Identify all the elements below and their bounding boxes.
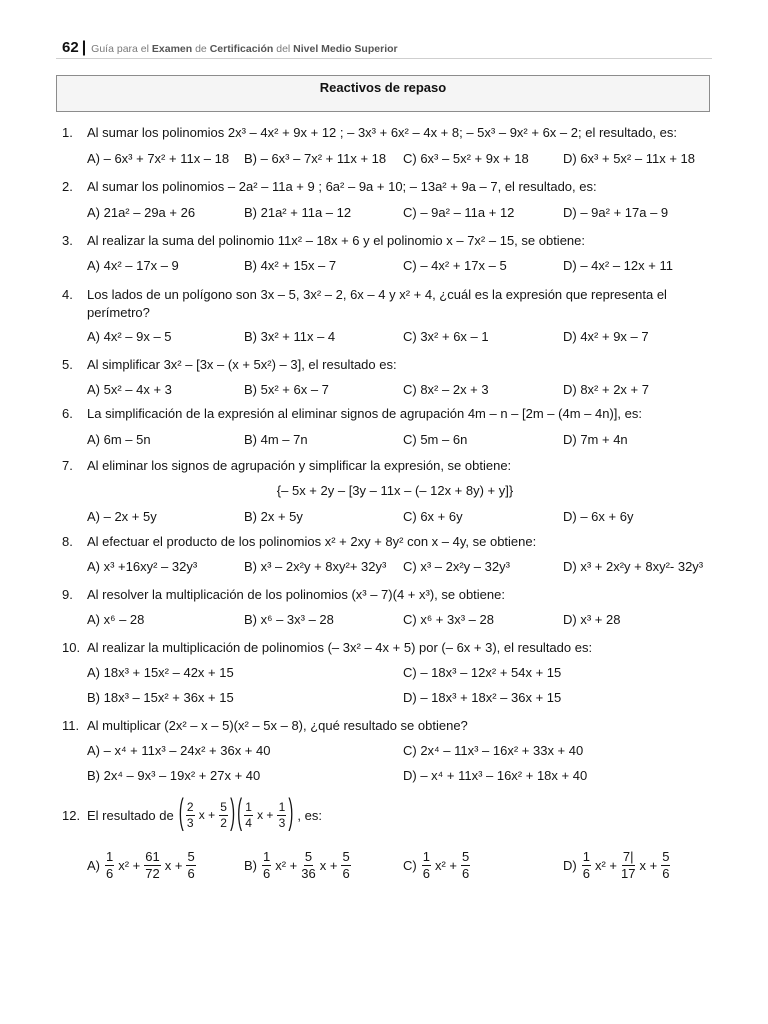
option-a: A) x⁶ – 28	[87, 612, 145, 627]
option-b: B) 4m – 7n	[244, 432, 308, 447]
option-c: C) 6x³ – 5x² + 9x + 18	[403, 151, 529, 166]
denominator: 6	[662, 865, 670, 881]
question-stem-row	[62, 792, 322, 834]
denominator: 72	[145, 865, 160, 881]
section-title: Reactivos de repaso	[319, 80, 447, 95]
term: x² +	[118, 857, 141, 873]
denominator: 2	[220, 815, 227, 830]
option-c: C) 3x² + 6x – 1	[403, 329, 489, 344]
open-paren: (	[178, 792, 184, 834]
header-title-part: Nivel Medio Superior	[293, 43, 398, 55]
option-d: D) 7m + 4n	[563, 432, 628, 447]
question-stem: Al efectuar el producto de los polinomios x² + 2xy + 8y² con x – 4y, se obtiene:	[87, 534, 537, 549]
question-stem: Al realizar la suma del polinomio 11x² – 18x + 6 y el polinomio x – 7x² – 15, se obtiene:	[87, 233, 585, 248]
numerator: 1	[422, 848, 430, 864]
term: x +	[198, 808, 216, 822]
option-b: B) x⁶ – 3x³ – 28	[244, 612, 334, 627]
option-a: A) 6m – 5n	[87, 432, 151, 447]
option-a: A) – x⁴ + 11x³ – 24x² + 36x + 40	[87, 743, 271, 758]
option-d: D) x³ + 2x²y + 8xy²- 32y³	[563, 559, 704, 574]
term: x² +	[594, 857, 617, 873]
option-d: D) 6x³ + 5x² – 11x + 18	[563, 151, 695, 166]
close-paren: )	[288, 792, 294, 834]
denominator: 6	[462, 865, 470, 881]
option-a: A) x³ +16xy² – 32y³	[87, 559, 198, 574]
close-paren: )	[230, 792, 236, 834]
question-number: 10.	[62, 640, 81, 655]
header-divider	[56, 58, 712, 59]
question-expression: {– 5x + 2y – [3y – 11x – (– 12x + 8y) + y]}	[276, 483, 514, 498]
option-c	[403, 847, 471, 883]
numerator: 5	[304, 848, 313, 864]
question-number: 12.	[62, 807, 81, 823]
option-d: D) – 4x² – 12x + 11	[563, 258, 673, 273]
fraction	[144, 850, 160, 881]
fraction	[301, 850, 315, 881]
header-title-part: Certificación	[209, 43, 274, 55]
option-c: C) x⁶ + 3x³ – 28	[403, 612, 494, 627]
option-d: D) 4x² + 9x – 7	[563, 329, 649, 344]
numerator: 5	[342, 848, 350, 864]
option-c: C) – 9a² – 11a + 12	[403, 205, 515, 220]
fraction	[262, 850, 271, 881]
question-number: 1.	[62, 125, 73, 140]
denominator: 6	[582, 865, 590, 881]
question-stem: Los lados de un polígono son 3x – 5, 3x² – 2, 6x – 4 y x² + 4, ¿cuál es la expresión que representa el	[87, 287, 667, 302]
option-b: B) 4x² + 15x – 7	[244, 258, 337, 273]
option-a: A) 4x² – 17x – 9	[87, 258, 179, 273]
numerator: 7|	[622, 848, 634, 864]
option-b: B) 5x² + 6x – 7	[244, 382, 329, 397]
question-number: 2.	[62, 179, 73, 194]
term: x +	[319, 857, 338, 873]
question-stem: Al simplificar 3x² – [3x – (x + 5x²) – 3], el resultado es:	[87, 357, 397, 372]
fraction	[277, 801, 286, 830]
option-d: D) – 6x + 6y	[563, 509, 634, 524]
fraction	[461, 850, 470, 881]
numerator: 5	[220, 799, 227, 814]
numerator: 61	[145, 848, 160, 864]
question-number: 7.	[62, 458, 73, 473]
fraction	[582, 850, 591, 881]
option-d: D) x³ + 28	[563, 612, 621, 627]
denominator: 3	[278, 815, 286, 830]
question-number: 9.	[62, 587, 73, 602]
question-stem: La simplificación de la expresión al eliminar signos de agrupación 4m – n – [2m – (4m – 4n)], es:	[87, 406, 642, 421]
term: x +	[639, 857, 658, 873]
numerator: 5	[462, 848, 470, 864]
question-stem-suffix: , es:	[297, 807, 322, 823]
option-a: A) 5x² – 4x + 3	[87, 382, 172, 397]
header-title-part: Examen	[151, 43, 193, 55]
option-c: C) 5m – 6n	[403, 432, 468, 447]
fraction	[244, 801, 253, 830]
option-label: A)	[87, 857, 100, 873]
denominator: 6	[106, 865, 114, 881]
option-b: B) x³ – 2x²y + 8xy²+ 32y³	[244, 559, 387, 574]
numerator: 5	[187, 848, 195, 864]
option-b: B) 18x³ – 15x² + 36x + 15	[87, 690, 234, 705]
header-title-part: del	[276, 43, 291, 55]
numerator: 1	[245, 799, 252, 814]
fraction	[105, 850, 114, 881]
question-stem: Al resolver la multiplicación de los polinomios (x³ – 7)(4 + x³), se obtiene:	[87, 587, 505, 602]
option-c: C) 8x² – 2x + 3	[403, 382, 489, 397]
denominator: 3	[186, 815, 194, 830]
section-title-box	[56, 75, 710, 112]
option-label: B)	[244, 857, 257, 873]
question-stem-continued: perímetro?	[87, 305, 150, 320]
option-b: B) 2x + 5y	[244, 509, 303, 524]
header-separator: |	[81, 39, 87, 56]
fraction	[341, 850, 350, 881]
option-d	[563, 847, 671, 883]
denominator: 17	[621, 865, 636, 881]
fraction	[621, 850, 635, 881]
option-b: B) 3x² + 11x – 4	[244, 329, 336, 344]
question-stem-prefix: El resultado de	[87, 807, 174, 823]
numerator: 1	[106, 848, 114, 864]
option-b	[244, 847, 352, 883]
question-number: 8.	[62, 534, 73, 549]
denominator: 6	[187, 865, 195, 881]
term: x² +	[275, 857, 298, 873]
numerator: 2	[186, 799, 194, 814]
option-c: C) x³ – 2x²y – 32y³	[403, 559, 510, 574]
question-stem: Al multiplicar (2x² – x – 5)(x² – 5x – 8), ¿qué resultado se obtiene?	[87, 718, 468, 733]
option-a	[87, 847, 197, 883]
open-paren: (	[237, 792, 243, 834]
numerator: 1	[278, 799, 286, 814]
option-a: A) 21a² – 29a + 26	[87, 205, 196, 220]
denominator: 36	[301, 865, 316, 881]
term: x² +	[434, 857, 457, 873]
denominator: 4	[245, 815, 252, 830]
fraction	[661, 850, 670, 881]
header-title-part: Guía	[91, 43, 114, 55]
header-title	[91, 43, 397, 55]
option-c: C) – 4x² + 17x – 5	[403, 258, 507, 273]
fraction	[422, 850, 431, 881]
option-d: D) – 9a² + 17a – 9	[563, 205, 669, 220]
option-a: A) 18x³ + 15x² – 42x + 15	[87, 665, 234, 680]
option-b: B) 2x⁴ – 9x³ – 19x² + 27x + 40	[87, 768, 261, 783]
question-number: 11.	[62, 718, 80, 733]
option-c: C) – 18x³ – 12x² + 54x + 15	[403, 665, 562, 680]
question-number: 3.	[62, 233, 73, 248]
denominator: 6	[422, 865, 430, 881]
question-number: 6.	[62, 406, 73, 421]
fraction	[186, 850, 195, 881]
question-stem: Al realizar la multiplicación de polinomios (– 3x² – 4x + 5) por (– 6x + 3), el resultado es:	[87, 640, 593, 655]
numerator: 1	[263, 848, 271, 864]
header-title-part: para el	[116, 43, 149, 55]
option-b: B) – 6x³ – 7x² + 11x + 18	[244, 151, 387, 166]
option-d: D) – x⁴ + 11x³ – 16x² + 18x + 40	[403, 768, 588, 783]
denominator: 6	[342, 865, 350, 881]
question-stem: Al sumar los polinomios – 2a² – 11a + 9 ; 6a² – 9a + 10; – 13a² + 9a – 7, el resultado, es:	[87, 179, 597, 194]
option-d: D) – 18x³ + 18x² – 36x + 15	[403, 690, 562, 705]
option-c: C) 6x + 6y	[403, 509, 463, 524]
question-stem: Al sumar los polinomios 2x³ – 4x² + 9x + 12 ; – 3x³ + 6x² – 4x + 8; – 5x³ – 9x² + 6x – 2; el resultado, es:	[87, 125, 677, 140]
header-title-part: de	[195, 43, 207, 55]
option-a: A) 4x² – 9x – 5	[87, 329, 172, 344]
question-number: 5.	[62, 357, 73, 372]
question-number: 4.	[62, 287, 73, 302]
numerator: 5	[662, 848, 670, 864]
page-header	[62, 39, 398, 58]
term: x +	[164, 857, 183, 873]
numerator: 1	[582, 848, 590, 864]
question-stem: Al eliminar los signos de agrupación y simplificar la expresión, se obtiene:	[87, 458, 512, 473]
page-number: 62	[62, 39, 79, 56]
option-c: C) 2x⁴ – 11x³ – 16x² + 33x + 40	[403, 743, 584, 758]
option-a: A) – 2x + 5y	[87, 509, 157, 524]
option-label: C)	[403, 857, 417, 873]
option-b: B) 21a² + 11a – 12	[244, 205, 352, 220]
option-label: D)	[563, 857, 577, 873]
fraction	[219, 801, 228, 830]
denominator: 6	[263, 865, 271, 881]
term: x +	[257, 808, 274, 822]
fraction	[186, 801, 195, 830]
option-a: A) – 6x³ + 7x² + 11x – 18	[87, 151, 230, 166]
option-d: D) 8x² + 2x + 7	[563, 382, 649, 397]
